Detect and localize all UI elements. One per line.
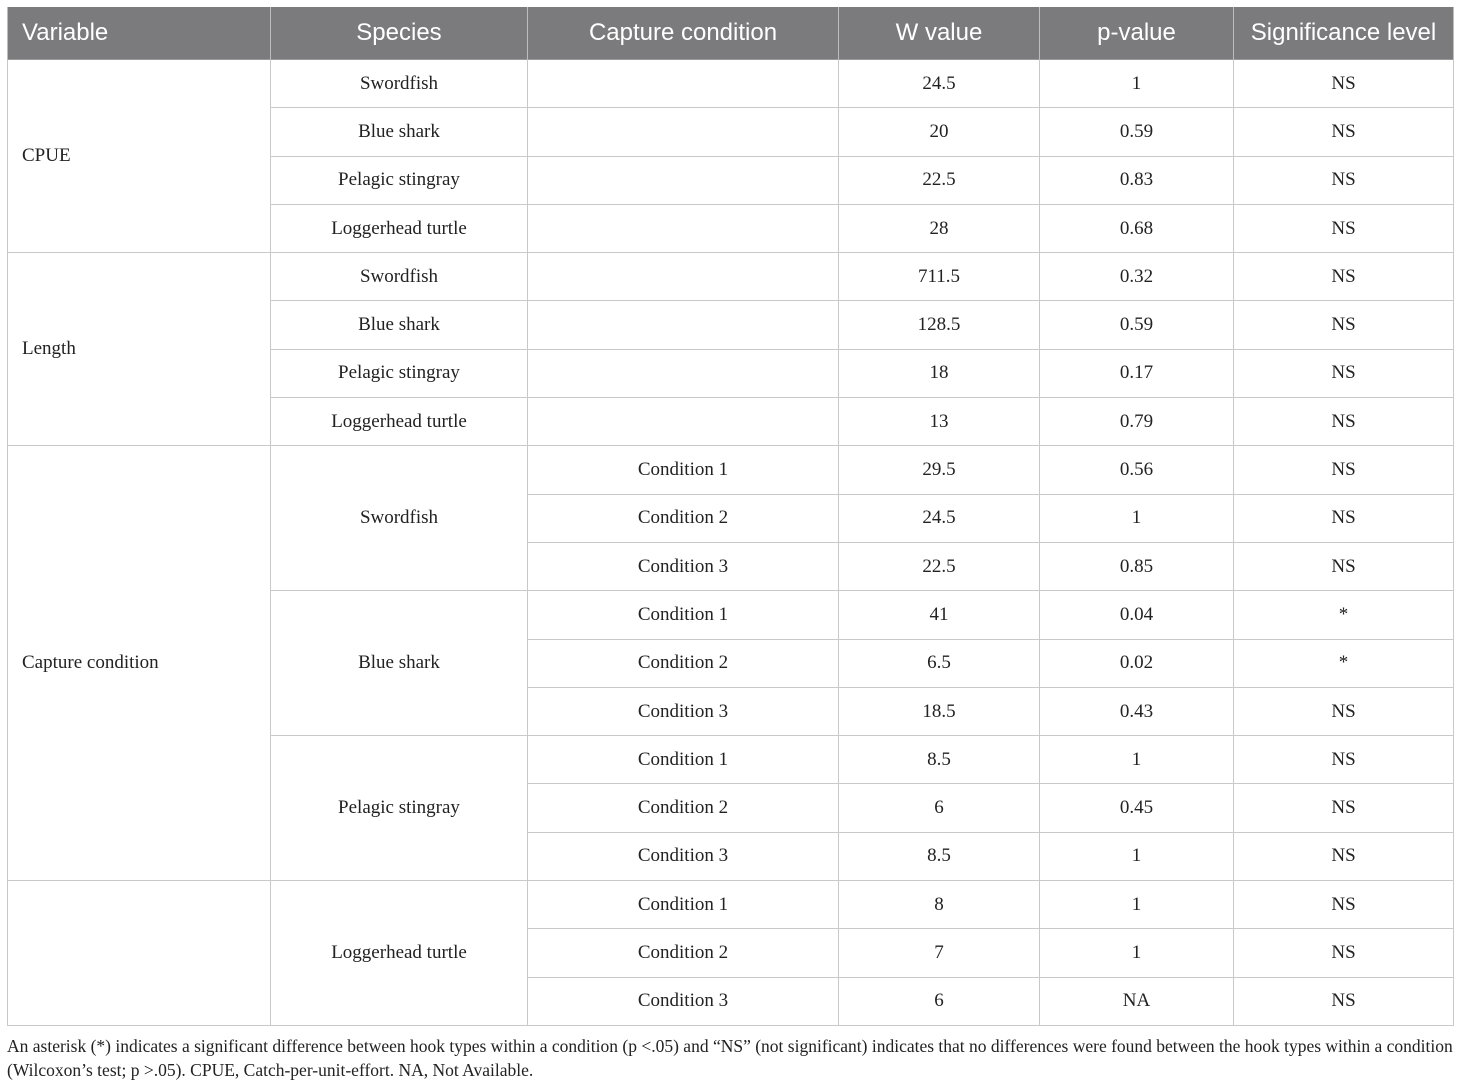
cell-species: Blue shark [271,301,528,349]
cell-p-value: 1 [1040,832,1234,880]
cell-w-value: 18.5 [839,687,1040,735]
cell-p-value: 0.45 [1040,784,1234,832]
cell-p-value: 0.68 [1040,204,1234,252]
table-row [8,253,1454,301]
table-body [8,60,1454,1026]
cell-w-value: 7 [839,929,1040,977]
cell-w-value: 711.5 [839,253,1040,301]
header-species: Species [271,7,528,60]
header-capture-condition: Capture condition [528,7,839,60]
cell-p-value: 0.79 [1040,398,1234,446]
cell-capture-condition [528,156,839,204]
cell-capture-condition [528,301,839,349]
cell-w-value: 8.5 [839,736,1040,784]
cell-significance: NS [1234,736,1454,784]
cell-capture-condition: Condition 2 [528,494,839,542]
cell-p-value: NA [1040,977,1234,1025]
cell-w-value: 6.5 [839,639,1040,687]
cell-p-value: 0.59 [1040,301,1234,349]
cell-w-value: 24.5 [839,60,1040,108]
cell-capture-condition: Condition 1 [528,736,839,784]
cell-capture-condition: Condition 3 [528,977,839,1025]
cell-species: Swordfish [271,60,528,108]
cell-capture-condition: Condition 1 [528,446,839,494]
cell-p-value: 1 [1040,736,1234,784]
cell-capture-condition: Condition 3 [528,687,839,735]
cell-w-value: 24.5 [839,494,1040,542]
cell-significance: NS [1234,494,1454,542]
cell-p-value: 0.83 [1040,156,1234,204]
cell-w-value: 29.5 [839,446,1040,494]
header-row [8,7,1454,60]
cell-significance: NS [1234,929,1454,977]
header-p-value: p-value [1040,7,1234,60]
cell-species: Loggerhead turtle [271,881,528,1026]
cell-significance: NS [1234,687,1454,735]
table-row [8,446,1454,494]
cell-variable: CPUE [8,60,271,253]
cell-p-value: 0.43 [1040,687,1234,735]
cell-significance: NS [1234,253,1454,301]
cell-capture-condition: Condition 3 [528,542,839,590]
header-significance-level: Significance level [1234,7,1454,60]
cell-significance: NS [1234,446,1454,494]
cell-capture-condition: Condition 1 [528,591,839,639]
cell-species: Blue shark [271,108,528,156]
cell-significance: NS [1234,784,1454,832]
cell-p-value: 1 [1040,929,1234,977]
cell-species: Pelagic stingray [271,736,528,881]
cell-w-value: 28 [839,204,1040,252]
cell-significance: NS [1234,398,1454,446]
cell-species: Loggerhead turtle [271,398,528,446]
cell-w-value: 22.5 [839,542,1040,590]
cell-p-value: 1 [1040,881,1234,929]
cell-capture-condition [528,398,839,446]
cell-species: Pelagic stingray [271,349,528,397]
wilcoxon-results-table [7,7,1454,1026]
cell-capture-condition [528,253,839,301]
cell-w-value: 22.5 [839,156,1040,204]
cell-capture-condition: Condition 2 [528,929,839,977]
cell-significance: * [1234,591,1454,639]
cell-significance: NS [1234,349,1454,397]
cell-significance: NS [1234,542,1454,590]
cell-p-value: 0.59 [1040,108,1234,156]
cell-capture-condition [528,108,839,156]
cell-significance: NS [1234,204,1454,252]
cell-w-value: 6 [839,784,1040,832]
cell-w-value: 20 [839,108,1040,156]
cell-species: Pelagic stingray [271,156,528,204]
cell-capture-condition: Condition 1 [528,881,839,929]
cell-p-value: 0.56 [1040,446,1234,494]
cell-w-value: 6 [839,977,1040,1025]
table-container [7,7,1453,1026]
cell-w-value: 41 [839,591,1040,639]
cell-p-value: 1 [1040,494,1234,542]
cell-significance: NS [1234,301,1454,349]
cell-capture-condition [528,60,839,108]
cell-species: Swordfish [271,446,528,591]
cell-significance: NS [1234,60,1454,108]
cell-significance: NS [1234,832,1454,880]
table-footnote: An asterisk (*) indicates a significant difference between hook types within a condition (p <.05) and “NS” (not significant) indicates that no differences were found between the hook types within a condition (Wilcoxon’s test; p >.05). CPUE, Catch-per-unit-effort. NA, Not Available. [7,1036,1453,1080]
cell-capture-condition [528,349,839,397]
cell-species: Blue shark [271,591,528,736]
cell-capture-condition: Condition 2 [528,639,839,687]
cell-p-value: 0.04 [1040,591,1234,639]
cell-variable: Capture condition [8,446,271,881]
cell-w-value: 8.5 [839,832,1040,880]
cell-p-value: 0.85 [1040,542,1234,590]
cell-capture-condition [528,204,839,252]
cell-w-value: 128.5 [839,301,1040,349]
cell-w-value: 13 [839,398,1040,446]
cell-significance: NS [1234,108,1454,156]
header-w-value: W value [839,7,1040,60]
table-row [8,881,1454,929]
header-variable: Variable [8,7,271,60]
cell-p-value: 1 [1040,60,1234,108]
table-row [8,60,1454,108]
cell-w-value: 18 [839,349,1040,397]
cell-significance: NS [1234,881,1454,929]
cell-p-value: 0.17 [1040,349,1234,397]
cell-species: Swordfish [271,253,528,301]
cell-p-value: 0.32 [1040,253,1234,301]
cell-capture-condition: Condition 3 [528,832,839,880]
cell-significance: * [1234,639,1454,687]
cell-variable [8,881,271,1026]
cell-capture-condition: Condition 2 [528,784,839,832]
cell-w-value: 8 [839,881,1040,929]
cell-significance: NS [1234,977,1454,1025]
cell-species: Loggerhead turtle [271,204,528,252]
table-header [8,7,1454,60]
cell-p-value: 0.02 [1040,639,1234,687]
cell-significance: NS [1234,156,1454,204]
cell-variable: Length [8,253,271,446]
